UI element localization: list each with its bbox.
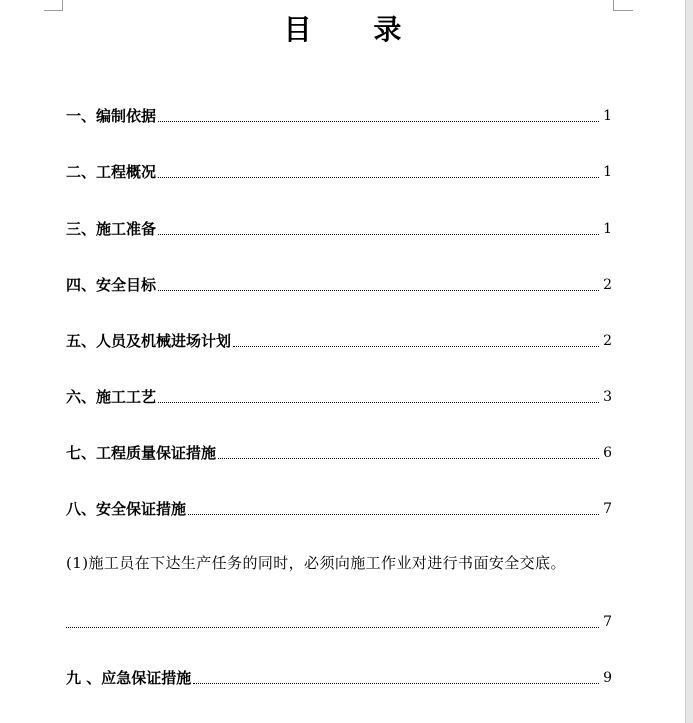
toc-entry-label: 一、编制依据	[66, 107, 157, 125]
toc-entry-label: 二、工程概况	[66, 163, 157, 181]
toc-page-number: 6	[603, 445, 612, 461]
toc-dot-leader	[193, 682, 599, 684]
toc-page-number: 7	[603, 501, 612, 517]
toc-dot-leader	[158, 289, 599, 291]
toc-entry[interactable]	[66, 496, 612, 518]
toc-page-number: 1	[603, 164, 612, 180]
toc-page-number: 2	[603, 333, 612, 349]
toc-entry-label: 八、安全保证措施	[66, 500, 187, 518]
toc-entry[interactable]	[66, 665, 612, 687]
toc-dot-leader	[66, 626, 599, 628]
toc-entry-label: 三、施工准备	[66, 220, 157, 238]
document-title: 目 录	[283, 13, 428, 46]
toc-page-number: 9	[603, 670, 612, 686]
crop-mark-top-right	[613, 10, 633, 11]
toc-dot-leader	[158, 120, 599, 122]
toc-entry[interactable]	[66, 159, 612, 181]
toc-entry[interactable]	[66, 272, 612, 294]
toc-entry[interactable]	[66, 103, 612, 125]
toc-page-number: 1	[603, 221, 612, 237]
toc-dot-leader	[233, 345, 599, 347]
toc-page-number: 7	[603, 614, 612, 630]
toc-dot-leader	[218, 457, 599, 459]
toc-page-number: 1	[603, 108, 612, 124]
toc-entry-label: 六、施工工艺	[66, 388, 157, 406]
toc-entry-label: 九 、应急保证措施	[66, 669, 192, 687]
toc-entry[interactable]	[66, 384, 612, 406]
toc-dot-leader	[158, 401, 599, 403]
toc-page-number: 3	[603, 389, 612, 405]
toc-dot-leader	[158, 176, 599, 178]
toc-entry[interactable]	[66, 328, 612, 350]
toc-dot-leader	[188, 513, 599, 515]
crop-mark-top-left	[44, 10, 63, 11]
toc-entry[interactable]	[66, 440, 612, 462]
toc-entry[interactable]	[66, 216, 612, 238]
toc-entry-label: 四、安全目标	[66, 276, 157, 294]
toc-entry-label: 五、人员及机械进场计划	[66, 332, 232, 350]
toc-entry-label: 七、工程质量保证措施	[66, 444, 217, 462]
page-edge-scrollbar	[685, 0, 693, 723]
toc-page-number: 2	[603, 277, 612, 293]
crop-mark-top-left	[62, 0, 63, 10]
toc-entry[interactable]	[66, 609, 612, 631]
toc-dot-leader	[158, 233, 599, 235]
toc-note-text: (1)施工员在下达生产任务的同时，必须向施工作业对进行书面安全交底。	[66, 554, 566, 572]
crop-mark-top-right	[613, 0, 614, 10]
